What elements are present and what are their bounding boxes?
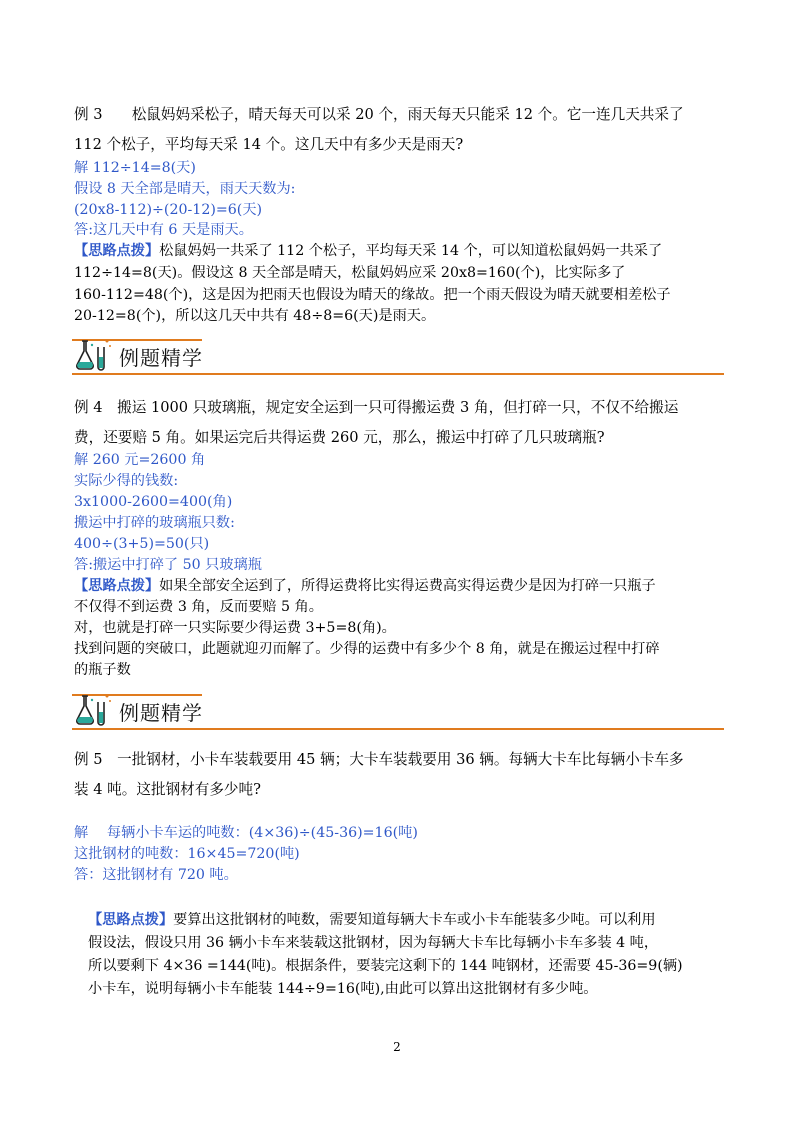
example4-question-line2: 费，还要赔 5 角。如果运完后共得运费 260 元，那么，搬运中打碎了几只玻璃瓶? — [74, 429, 605, 446]
example3-answer-line1: 解 112÷14=8(天) — [74, 160, 196, 176]
example4-question-line1: 例 4 搬运 1000 只玻璃瓶，规定安全运到一只可得搬运费 3 角，但打碎一只，不仅不给搬运 — [74, 399, 679, 416]
example4-tip-line3: 对，也就是打碎一只实际要少得运费 3+5=8(角)。 — [74, 620, 396, 636]
section-bottom-rule — [72, 728, 724, 730]
example3-tip-line3: 160-112=48(个)，这是因为把雨天也假设为晴天的缘故。把一个雨天假设为晴天就要相差松子 — [74, 287, 671, 303]
example4-answer-line5: 400÷(3+5)=50(只) — [74, 536, 210, 552]
example3-tip-line1 — [74, 241, 662, 261]
example4-answer-line6: 答:搬运中打碎了 50 只玻璃瓶 — [74, 557, 262, 573]
example5-question-line1: 例 5 一批钢材，小卡车装载要用 45 辆；大卡车装载要用 36 辆。每辆大卡车比每辆小卡车多 — [74, 751, 684, 768]
chemistry-flask-icon — [74, 690, 114, 728]
example5-tip-line2: 假设法，假设只用 36 辆小卡车来装载这批钢材，因为每辆大卡车比每辆小卡车多装 4 吨， — [88, 935, 659, 951]
example5-question-line2: 装 4 吨。这批钢材有多少吨? — [74, 781, 261, 798]
example4-tip-line4: 找到问题的突破口，此题就迎刃而解了。少得的运费中有多少个 8 角，就是在搬运过程中打碎 — [74, 641, 660, 657]
example4-answer-line4: 搬运中打碎的玻璃瓶只数: — [74, 515, 235, 531]
example5-tip-line1 — [88, 910, 656, 930]
example3-answer-line2: 假设 8 天全部是晴天，雨天天数为: — [74, 181, 296, 197]
example5-answer-line3: 答：这批钢材有 720 吨。 — [74, 867, 238, 883]
chemistry-flask-icon — [74, 335, 114, 373]
example4-tip-line1 — [74, 576, 656, 596]
section-title: 例题精学 — [119, 701, 203, 725]
example3-answer-line4: 答:这几天中有 6 天是雨天。 — [74, 222, 253, 238]
example4-tip-line2: 不仅得不到运费 3 角，反而要赔 5 角。 — [74, 599, 323, 615]
tip-tag: 【思路点拨】 — [74, 243, 160, 259]
tip-text: 如果全部安全运到了，所得运费将比实得运费高实得运费少是因为打碎一只瓶子 — [159, 578, 656, 594]
tip-tag: 【思路点拨】 — [74, 578, 160, 594]
example3-question-line2: 112 个松子，平均每天采 14 个。这几天中有多少天是雨天? — [74, 136, 464, 153]
example5-tip-line3: 所以要剩下 4×36 =144(吨)。根据条件，要装完这剩下的 144 吨钢材，还需要 45-36=9(辆) — [88, 958, 683, 974]
example4-answer-line3: 3x1000-2600=400(角) — [74, 494, 233, 510]
tip-text: 松鼠妈妈一共采了 112 个松子，平均每天采 14 个，可以知道松鼠妈妈一共采了 — [159, 243, 663, 259]
example3-question-line1: 例 3 松鼠妈妈采松子，晴天每天可以采 20 个，雨天每天只能采 12 个。它一连几天共采了 — [74, 106, 684, 123]
example4-answer-line1: 解 260 元=2600 角 — [74, 452, 206, 468]
example3-tip-line4: 20-12=8(个)，所以这几天中共有 48÷8=6(天)是雨天。 — [74, 308, 436, 324]
section-header — [72, 686, 724, 730]
example4-tip-line5: 的瓶子数 — [74, 662, 131, 678]
section-bottom-rule — [72, 373, 724, 375]
tip-tag: 【思路点拨】 — [88, 912, 174, 928]
example3-answer-line3: (20x8-112)÷(20-12)=6(天) — [74, 202, 263, 218]
example5-answer-line1: 解 每辆小卡车运的吨数：(4×36)÷(45-36)=16(吨) — [74, 825, 418, 841]
example3-tip-line2: 112÷14=8(天)。假设这 8 天全部是晴天，松鼠妈妈应采 20x8=160(个)，比实际多了 — [74, 265, 626, 281]
page-number: 2 — [393, 1040, 401, 1054]
section-title: 例题精学 — [119, 346, 203, 370]
example5-tip-line4: 小卡车，说明每辆小卡车能装 144÷9=16(吨),由此可以算出这批钢材有多少吨。 — [88, 981, 598, 997]
example5-answer-line2: 这批钢材的吨数：16×45=720(吨) — [74, 846, 300, 862]
tip-text: 要算出这批钢材的吨数，需要知道每辆大卡车或小卡车能装多少吨。可以利用 — [173, 912, 656, 928]
section-header — [72, 331, 724, 375]
example4-answer-line2: 实际少得的钱数: — [74, 473, 179, 489]
